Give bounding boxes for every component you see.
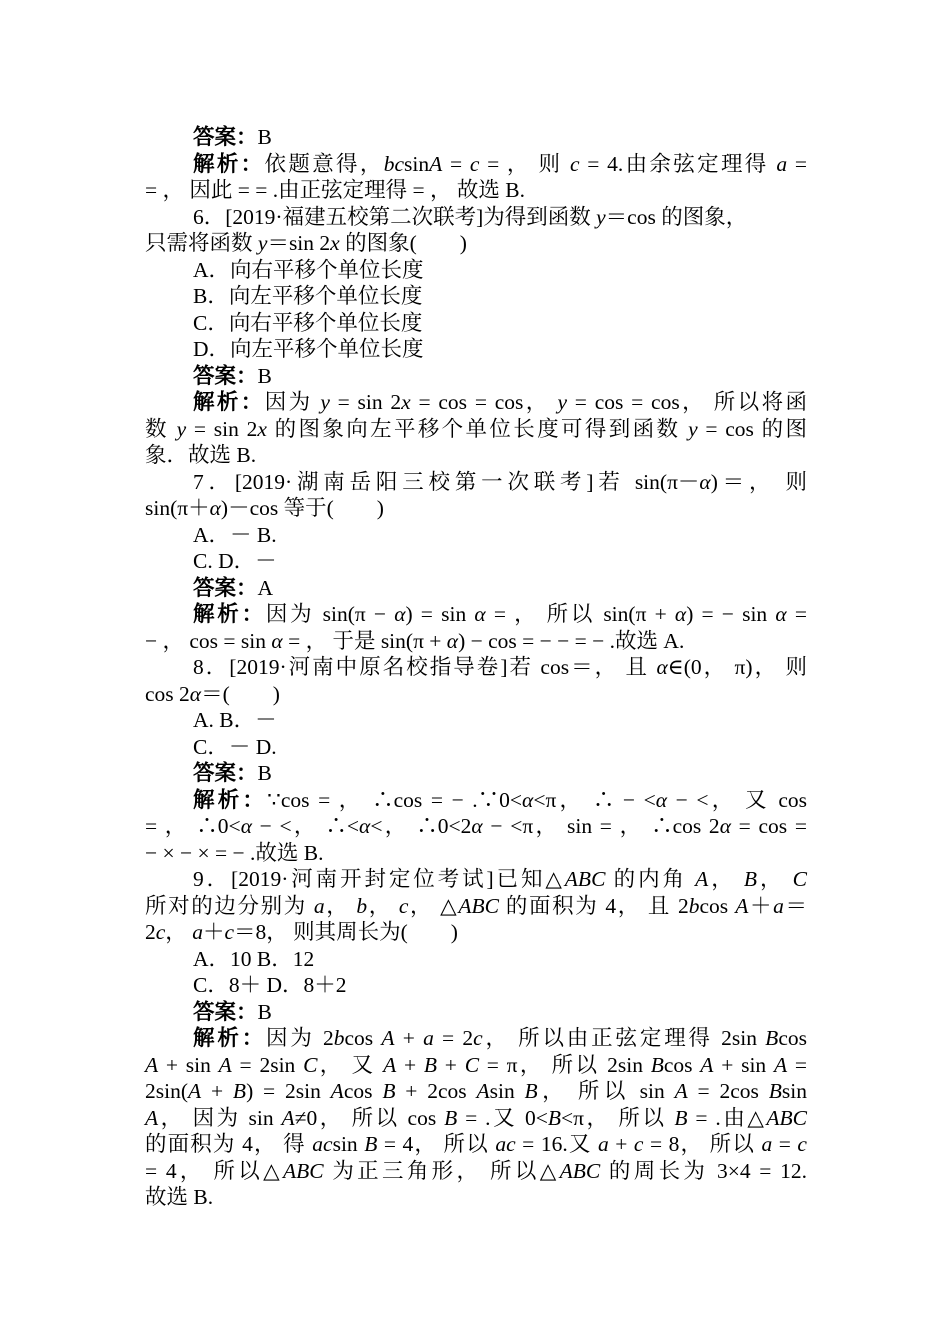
text-run: = ， 则 bbox=[479, 151, 571, 176]
section-label: 答案： bbox=[193, 125, 258, 149]
text-line bbox=[145, 999, 807, 1026]
math-variable: A bbox=[429, 151, 443, 176]
text-run: = 8， 所以 bbox=[643, 1132, 762, 1156]
math-variable: y bbox=[257, 231, 268, 255]
text-run: + sin bbox=[713, 1052, 774, 1077]
text-run: ， 因为 sin bbox=[158, 1105, 282, 1130]
text-run: 故选 B. bbox=[145, 1185, 214, 1209]
text-run: ， bbox=[757, 867, 793, 891]
math-variable: α bbox=[446, 628, 459, 653]
text-run: = ， ∴0< bbox=[145, 814, 241, 838]
text-line bbox=[145, 469, 807, 496]
text-line bbox=[145, 1158, 807, 1185]
math-variable: A bbox=[700, 1052, 714, 1077]
text-run: 9．[2019·河南开封定位考试]已知△ bbox=[193, 867, 565, 891]
math-variable: A bbox=[218, 1052, 232, 1077]
text-run: 所对的边分别为 bbox=[145, 893, 314, 918]
text-run: ∵cos = ， ∴cos = − .∵0< bbox=[267, 787, 523, 812]
text-run: 只需将函数 bbox=[145, 231, 258, 255]
text-run: cos bbox=[663, 1052, 701, 1077]
section-label: 答案： bbox=[193, 761, 258, 785]
text-run: = cos = cos， 所以将函 bbox=[567, 390, 807, 414]
text-run: − <π， sin = ， ∴cos 2 bbox=[482, 814, 720, 838]
math-variable: α bbox=[474, 602, 486, 626]
text-run: 7．[2019·湖南岳阳三校第一次联考]若 sin(π－ bbox=[193, 469, 700, 494]
math-variable: α bbox=[394, 602, 406, 626]
text-line bbox=[145, 681, 807, 708]
math-variable: c bbox=[633, 1132, 644, 1156]
math-variable: A bbox=[674, 1079, 688, 1103]
math-variable: ABC bbox=[766, 1105, 808, 1130]
text-run: + sin bbox=[158, 1052, 219, 1077]
text-line bbox=[145, 257, 807, 284]
text-run: 的面积为 4， 得 bbox=[145, 1132, 313, 1156]
text-run: ) − cos = − − = − .故选 A. bbox=[458, 628, 685, 653]
text-run: B bbox=[257, 363, 272, 388]
math-variable: B bbox=[743, 867, 758, 891]
text-run: ) = − sin bbox=[686, 602, 776, 626]
math-variable: α bbox=[699, 469, 711, 494]
math-variable: B bbox=[547, 1105, 562, 1130]
text-line bbox=[145, 283, 807, 310]
text-run: ， 所以 sin bbox=[537, 1079, 675, 1103]
section-label: 解析： bbox=[193, 602, 266, 626]
text-line bbox=[145, 204, 807, 231]
text-run: sin bbox=[404, 151, 430, 176]
text-run: − <， ∴< bbox=[251, 814, 360, 838]
text-line bbox=[145, 654, 807, 681]
math-variable: A bbox=[383, 1052, 397, 1077]
text-run: B．向左平移个单位长度 bbox=[193, 284, 423, 308]
text-run: = π， 所以 2sin bbox=[479, 1052, 651, 1077]
math-variable: A bbox=[145, 1052, 159, 1077]
text-run: ＋ bbox=[202, 920, 225, 944]
math-variable: ac bbox=[312, 1132, 333, 1156]
text-line bbox=[145, 734, 807, 761]
math-variable: C bbox=[464, 1052, 480, 1077]
text-run: sin bbox=[489, 1079, 525, 1103]
math-variable: α bbox=[471, 814, 483, 838]
text-line bbox=[145, 628, 807, 655]
math-variable: a bbox=[598, 1132, 609, 1156]
text-run: <π， 所以 bbox=[561, 1105, 675, 1130]
math-variable: c bbox=[469, 151, 480, 176]
math-variable: α bbox=[775, 602, 787, 626]
section-label: 答案： bbox=[193, 363, 258, 388]
text-run: = 2cos bbox=[687, 1079, 769, 1103]
text-run: 的面积为 4， 且 2 bbox=[498, 893, 689, 918]
text-run: = 16.又 bbox=[515, 1132, 598, 1156]
section-label: 答案： bbox=[193, 999, 258, 1024]
math-variable: ABC bbox=[283, 1158, 324, 1183]
text-run: ， △ bbox=[408, 893, 459, 918]
math-variable: c bbox=[155, 920, 166, 944]
text-run: sin(π＋ bbox=[145, 496, 210, 520]
text-run: ， 所以由正弦定理得 2sin bbox=[482, 1026, 766, 1050]
text-run: 依题意得， bbox=[264, 151, 384, 176]
math-variable: B bbox=[382, 1079, 396, 1103]
text-run: A．－ B. bbox=[193, 522, 277, 547]
text-run: 因为 bbox=[264, 390, 321, 414]
text-run: 的图象( ) bbox=[339, 231, 467, 255]
math-variable: α bbox=[209, 496, 221, 520]
math-variable: α bbox=[240, 814, 252, 838]
math-variable: A bbox=[188, 1079, 202, 1103]
text-line bbox=[145, 919, 807, 946]
text-run: )－cos 等于( ) bbox=[220, 496, 384, 520]
text-run: = ， 于是 sin(π + bbox=[282, 628, 447, 653]
text-run: = .又 0< bbox=[457, 1105, 548, 1130]
math-variable: c bbox=[398, 893, 409, 918]
text-run: )＝， 则 bbox=[710, 469, 807, 494]
text-line bbox=[145, 151, 807, 178]
math-variable: ABC bbox=[559, 1158, 601, 1183]
text-run: ＋ bbox=[748, 893, 774, 918]
math-variable: A bbox=[773, 1052, 788, 1077]
math-variable: ac bbox=[495, 1132, 516, 1156]
text-line bbox=[145, 866, 807, 893]
math-variable: b bbox=[356, 893, 368, 918]
math-variable: α bbox=[656, 655, 668, 679]
math-variable: B bbox=[768, 1079, 782, 1103]
text-line bbox=[145, 416, 807, 443]
section-label: 答案： bbox=[193, 575, 258, 600]
text-line bbox=[145, 522, 807, 549]
text-run: − × − × = − .故选 B. bbox=[145, 840, 324, 865]
text-line bbox=[145, 601, 807, 628]
text-line bbox=[145, 442, 807, 469]
text-run: ＝8， 则其周长为( ) bbox=[234, 920, 458, 944]
text-run: = bbox=[787, 151, 807, 176]
text-run: − <， 又 cos bbox=[667, 787, 807, 812]
text-line bbox=[145, 760, 807, 787]
math-variable: x bbox=[330, 231, 340, 255]
text-run: 2 bbox=[145, 920, 156, 944]
text-run: = sin 2 bbox=[186, 416, 258, 441]
text-run: cos bbox=[778, 1026, 807, 1050]
text-run: C. D．－ bbox=[193, 549, 277, 573]
math-variable: y bbox=[176, 416, 187, 441]
math-variable: a bbox=[423, 1026, 434, 1050]
section-label: 解析： bbox=[193, 1026, 267, 1050]
text-run: = cos = cos， bbox=[410, 390, 558, 414]
text-run: = 2 bbox=[433, 1026, 474, 1050]
text-run: B bbox=[257, 999, 272, 1024]
text-run: 的图象向左平移个单位长度可得到函数 bbox=[266, 416, 689, 441]
text-run: A．向右平移个单位长度 bbox=[193, 257, 424, 282]
math-variable: B bbox=[674, 1105, 688, 1130]
text-run: 为正三角形， 所以△ bbox=[323, 1158, 560, 1183]
text-line bbox=[145, 946, 807, 973]
text-run: 的内角 bbox=[605, 867, 696, 891]
math-variable: C bbox=[303, 1052, 318, 1077]
text-run: = 4， 所以△ bbox=[145, 1158, 283, 1183]
text-run: = .由△ bbox=[687, 1105, 767, 1130]
text-line bbox=[145, 336, 807, 363]
math-variable: A bbox=[281, 1105, 295, 1130]
math-variable: α bbox=[189, 681, 202, 706]
math-variable: A bbox=[476, 1079, 490, 1103]
text-line bbox=[145, 1025, 807, 1052]
text-run: cos 2 bbox=[145, 681, 190, 706]
text-line bbox=[145, 707, 807, 734]
text-run: sin bbox=[781, 1079, 807, 1103]
section-label: 解析： bbox=[193, 151, 265, 176]
text-run: ， 又 bbox=[317, 1052, 384, 1077]
text-run: = bbox=[772, 1132, 798, 1156]
text-run: <， ∴0<2 bbox=[370, 814, 472, 838]
math-variable: y bbox=[596, 204, 606, 229]
text-run: = 2sin bbox=[231, 1052, 304, 1077]
text-line bbox=[145, 972, 807, 999]
math-variable: c bbox=[224, 920, 234, 944]
text-run: = bbox=[786, 602, 807, 626]
math-variable: bc bbox=[383, 151, 405, 176]
math-variable: B bbox=[765, 1026, 779, 1050]
text-run: ∈(0， π)， 则 bbox=[667, 655, 808, 679]
text-run: + 2cos bbox=[395, 1079, 477, 1103]
text-line bbox=[145, 893, 807, 920]
math-variable: B bbox=[364, 1132, 378, 1156]
text-run: D．向左平移个单位长度 bbox=[193, 337, 424, 361]
text-run: = 4， 所以 bbox=[377, 1132, 496, 1156]
text-line bbox=[145, 1131, 807, 1158]
text-run: ＝ bbox=[783, 893, 807, 918]
math-variable: a bbox=[313, 893, 325, 918]
math-variable: B bbox=[650, 1052, 664, 1077]
text-run: = ， 所以 sin(π + bbox=[485, 602, 675, 626]
math-variable: b bbox=[333, 1026, 345, 1050]
math-variable: b bbox=[688, 893, 700, 918]
math-variable: α bbox=[522, 787, 534, 812]
text-line bbox=[145, 389, 807, 416]
text-run: sin bbox=[332, 1132, 365, 1156]
math-variable: A bbox=[381, 1026, 395, 1050]
text-run: C．向右平移个单位长度 bbox=[193, 310, 423, 335]
math-variable: B bbox=[524, 1079, 538, 1103]
math-variable: B bbox=[232, 1079, 247, 1103]
text-run: 数 bbox=[145, 416, 177, 441]
math-variable: x bbox=[257, 416, 267, 441]
text-run: ) = 2sin bbox=[246, 1079, 331, 1103]
text-run: ＝sin 2 bbox=[267, 231, 331, 255]
text-run: ＝( ) bbox=[201, 681, 280, 706]
math-variable: y bbox=[557, 390, 568, 414]
math-variable: y bbox=[320, 390, 330, 414]
math-variable: y bbox=[688, 416, 698, 441]
text-run: C．8＋ D．8＋2 bbox=[193, 973, 347, 997]
text-run: = bbox=[442, 151, 470, 176]
text-line bbox=[145, 787, 807, 814]
text-line bbox=[145, 813, 807, 840]
math-variable: B bbox=[444, 1105, 458, 1130]
text-line bbox=[145, 1052, 807, 1079]
text-run: = bbox=[787, 1052, 807, 1077]
text-run: = cos 的图 bbox=[697, 416, 807, 441]
math-variable: A bbox=[145, 1105, 159, 1130]
text-line bbox=[145, 575, 807, 602]
text-line bbox=[145, 310, 807, 337]
text-run: + bbox=[437, 1052, 465, 1077]
text-run: ≠0， 所以 cos bbox=[294, 1105, 445, 1130]
text-run: 2sin( bbox=[145, 1079, 188, 1103]
text-run: cos bbox=[344, 1026, 382, 1050]
text-line bbox=[145, 177, 807, 204]
math-variable: B bbox=[423, 1052, 438, 1077]
text-run: = 4.由余弦定理得 bbox=[579, 151, 777, 176]
math-variable: α bbox=[655, 787, 668, 812]
text-run: 因为 sin(π − bbox=[265, 602, 395, 626]
math-variable: ABC bbox=[458, 893, 499, 918]
math-variable: A bbox=[695, 867, 709, 891]
text-line bbox=[145, 363, 807, 390]
math-variable: c bbox=[570, 151, 580, 176]
section-label: 解析： bbox=[193, 390, 265, 414]
section-label: 解析： bbox=[193, 787, 268, 812]
text-line bbox=[145, 1105, 807, 1132]
text-run: 象．故选 B. bbox=[145, 443, 257, 467]
text-run: + bbox=[396, 1052, 424, 1077]
text-run: ) = sin bbox=[405, 602, 475, 626]
math-variable: c bbox=[797, 1132, 807, 1156]
math-variable: a bbox=[192, 920, 203, 944]
text-line bbox=[145, 1184, 807, 1211]
text-line bbox=[145, 230, 807, 257]
math-variable: C bbox=[792, 867, 807, 891]
text-run: C．－ D. bbox=[193, 734, 277, 759]
math-variable: ABC bbox=[564, 867, 606, 891]
text-line bbox=[145, 495, 807, 522]
text-run: A．10 B．12 bbox=[193, 946, 315, 971]
math-variable: a bbox=[761, 1132, 773, 1156]
math-variable: A bbox=[735, 893, 749, 918]
math-variable: α bbox=[674, 602, 687, 626]
text-run: + bbox=[394, 1026, 424, 1050]
text-run: 6．[2019·福建五校第二次联考]为得到函数 bbox=[193, 204, 597, 229]
document-page bbox=[145, 124, 807, 1211]
text-run: + bbox=[608, 1132, 634, 1156]
text-run: ， bbox=[367, 893, 399, 918]
math-variable: x bbox=[401, 390, 411, 414]
text-run: B bbox=[257, 761, 272, 785]
math-variable: α bbox=[359, 814, 371, 838]
math-variable: α bbox=[719, 814, 731, 838]
text-run: ， bbox=[708, 867, 744, 891]
text-run: ， bbox=[324, 893, 357, 918]
text-run: 8．[2019·河南中原名校指导卷]若 cos＝， 且 bbox=[193, 655, 657, 679]
text-run: ， bbox=[165, 920, 193, 944]
text-line bbox=[145, 548, 807, 575]
math-variable: c bbox=[473, 1026, 483, 1050]
text-run: cos bbox=[699, 893, 736, 918]
text-run: B bbox=[257, 125, 272, 149]
math-variable: A bbox=[330, 1079, 344, 1103]
text-run: + bbox=[201, 1079, 233, 1103]
text-line bbox=[145, 1078, 807, 1105]
text-run: A. B．－ bbox=[193, 708, 277, 732]
text-run: <π， ∴ − < bbox=[533, 787, 656, 812]
text-run: cos bbox=[343, 1079, 383, 1103]
math-variable: a bbox=[773, 893, 784, 918]
text-run: 因为 2 bbox=[266, 1026, 334, 1050]
text-run: = ， 因此 = = .由正弦定理得 = ， 故选 B. bbox=[145, 178, 525, 202]
text-run: = sin 2 bbox=[329, 390, 402, 414]
math-variable: α bbox=[271, 628, 283, 653]
text-run: ＝cos 的图象， bbox=[605, 204, 748, 229]
text-run: 的周长为 3×4 = 12. bbox=[600, 1158, 807, 1183]
text-line bbox=[145, 124, 807, 151]
math-variable: a bbox=[776, 151, 788, 176]
text-run: = cos = bbox=[730, 814, 807, 838]
text-line bbox=[145, 840, 807, 867]
text-run: − ， cos = sin bbox=[145, 628, 272, 653]
text-run: A bbox=[257, 575, 274, 600]
